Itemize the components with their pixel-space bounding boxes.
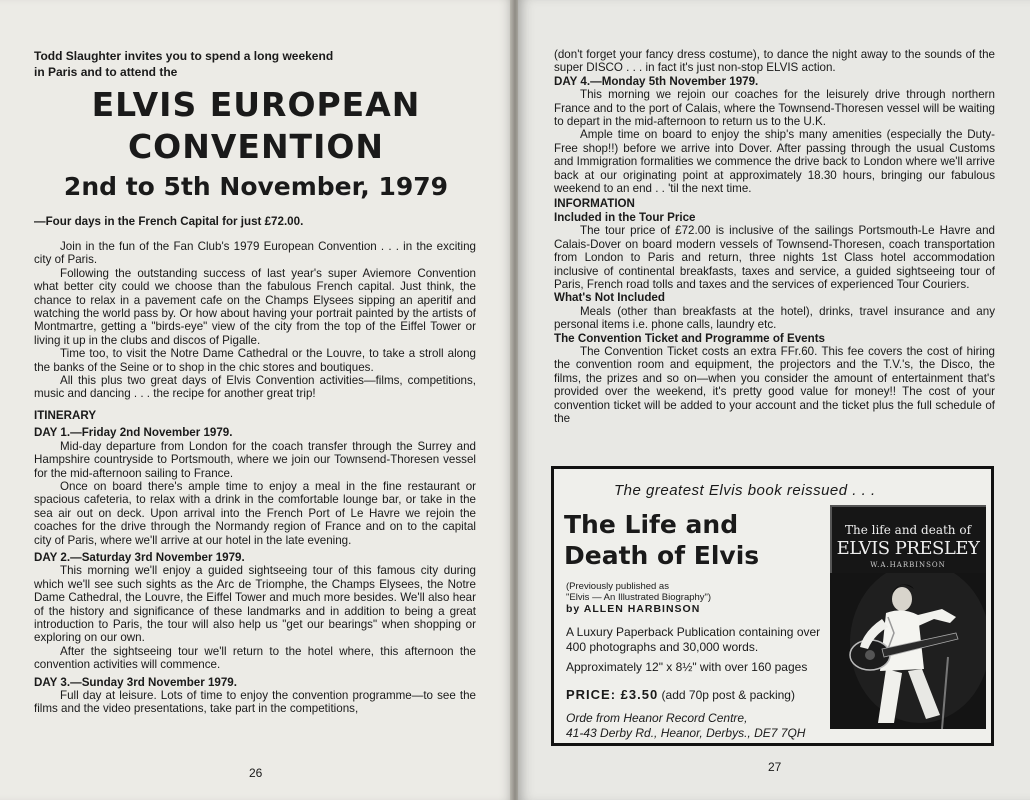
day1-heading: DAY 1.—Friday 2nd November 1979.	[34, 426, 233, 440]
intro-line-1: Todd Slaughter invites you to spend a long weekend	[34, 49, 334, 63]
left-body	[34, 240, 476, 716]
ad-tagline: The greatest Elvis book reissued . . .	[614, 482, 876, 499]
paragraph: After the sightseeing tour we'll return to the hotel where, this afternoon the convention activities will commence.	[34, 644, 476, 672]
intro-text	[34, 48, 333, 80]
paragraph: Ample time on board to enjoy the ship's many amenities (especially the Duty-Free shop!!) before we arrive into Dover. After passing through the usual Customs and Immigration formalities we commence the drive back to London where we'll arrive back at our originating point at approximately 18.30 hours, bringing our fabulous weekend to an end . . 'til the next time.	[554, 128, 995, 196]
paragraph: Meals (other than breakfasts at the hotel), drinks, travel insurance and any personal items i.e. phone calls, laundry etc.	[554, 304, 995, 332]
not-included-heading: What's Not Included	[554, 291, 665, 305]
ad-title	[564, 509, 759, 571]
headline-line-1: ELVIS EUROPEAN	[91, 85, 421, 124]
page-27	[518, 0, 1030, 800]
paragraph: The tour price of £72.00 is inclusive of the sailings Portsmouth-Le Havre and Calais-Dover on board modern vessels of Townsend-Thoresen, coach transportation from London to Paris and return, three nights 1st Class hotel accommodation inclusive of continental breakfasts, taxes and service, a guided sightseeing tour of Paris, French road tolls and taxes and the services of experienced Tour Couriers.	[554, 224, 995, 291]
paragraph: This morning we rejoin our coaches for the leisurely drive through northern France and to the port of Calais, where the Townsend-Thoresen vessel will be waiting to depart in the mid-afternoon to return us to the U.K.	[554, 88, 995, 129]
paragraph: This morning we'll enjoy a guided sightseeing tour of this famous city during which we'll see such sights as the Arc de Triomphe, the Champs Elysees, the Notre Dame Cathedral, the Louvre, the Eiffel Tower and much more besides. We'll also hear of the history and significance of these landmarks and in addition to being a great introduction to Paris, the tour will also help us "get our bearings" when shopping or exploring on our own.	[34, 564, 476, 645]
book-cover-image	[830, 505, 986, 729]
ad-author: by ALLEN HARBINSON	[566, 603, 701, 615]
paragraph: The Convention Ticket costs an extra FFr.60. This fee covers the cost of hiring the convention room and equipment, the projectors and the T.V.'s, the Disco, the films, the prizes and so on—when you consider the amount of entertainment that's provided over the weekend, it's pretty good value for money!! The cost of your convention ticket will be added to your account and the ticket plus the full schedule of the	[554, 344, 995, 425]
ad-order-line-2: 41-43 Derby Rd., Heanor, Derbys., DE7 7QH	[566, 726, 806, 740]
itinerary-heading: ITINERARY	[34, 408, 97, 422]
ad-price-extra: (add 70p post & packing)	[661, 688, 795, 702]
ad-dimensions: Approximately 12" x 8½" with over 160 pages	[566, 660, 808, 674]
intro-line-2: in Paris and to attend the	[34, 65, 178, 79]
event-dates: 2nd to 5th November, 1979	[63, 172, 449, 201]
book-cover-line-3: W.A.HARBINSON	[870, 561, 946, 569]
ad-order-line-1: Orde from Heanor Record Centre,	[566, 711, 748, 725]
ad-order-address	[566, 711, 805, 741]
included-heading: Included in the Tour Price	[554, 210, 696, 224]
paragraph: Full day at leisure. Lots of time to enjoy the convention programme—to see the films and the video presentations, take part in the competitions,	[34, 689, 476, 716]
day2-heading: DAY 2.—Saturday 3rd November 1979.	[34, 550, 245, 564]
paragraph: Join in the fun of the Fan Club's 1979 European Convention . . . in the exciting city of Paris.	[34, 240, 476, 267]
paragraph: Time too, to visit the Notre Dame Cathedral or the Louvre, to take a stroll along the banks of the Seine or to shop in the chic stores and boutiques.	[34, 347, 476, 374]
lede: —Four days in the French Capital for just £72.00.	[34, 215, 304, 228]
paragraph: Following the outstanding success of last year's super Aviemore Convention what better city could we choose than the fabulous French capital. Just think, the chance to relax in a pavement cafe on the Champs Elysees sipping an aperitif and watching the world pass by. Or how about having your portrait painted by the artists of Montmartre, getting a "birds-eye" view of the city from the top of the Eiffel Tower or living it up in the clubs and discos of Pigalle.	[34, 266, 476, 347]
paragraph: All this plus two great days of Elvis Convention activities—films, competitions, music and dancing . . . the recipe for another great trip!	[34, 374, 476, 401]
headline-line-2: CONVENTION	[127, 127, 385, 166]
ad-previously-line-2: "Elvis — An Illustrated Biography")	[566, 592, 712, 603]
paragraph: Mid-day departure from London for the coach transfer through the Surrey and Hampshire countryside to Portsmouth, where we join our Townsend-Thoresen vessel for the mid-afternoon sailing to France.	[34, 439, 476, 480]
ad-description: A Luxury Paperback Publication containing over 400 photographs and 30,000 words.	[566, 625, 821, 654]
book-cover-line-1: The life and death of	[844, 523, 972, 537]
page-26	[0, 0, 512, 800]
ad-previously	[566, 581, 711, 603]
ad-title-line-2: Death of Elvis	[564, 541, 760, 570]
ticket-heading: The Convention Ticket and Programme of Events	[554, 331, 826, 345]
book-cover-line-2: ELVIS PRESLEY	[836, 538, 980, 559]
ad-price	[566, 687, 795, 702]
ad-previously-line-1: (Previously published as	[566, 581, 669, 592]
ad-price-label: PRICE: £3.50	[566, 687, 659, 702]
paragraph: Once on board there's ample time to enjoy a meal in the fine restaurant or spacious cafeteria, to relax with a drink in the comfortable lounge bar, or take in the sea air out on deck. Upon arrival into the French Port of Le Havre we rejoin the coaches for the drive through the Normandy region of France and on to the capital city of Paris, where we'll arrive at our hotel in the late evening.	[34, 479, 476, 547]
right-body	[554, 48, 995, 425]
ad-title-line-1: The Life and	[564, 510, 739, 539]
continuation: (don't forget your fancy dress costume), to dance the night away to the sounds of the super DISCO . . . in fact it's just non-stop ELVIS action.	[554, 48, 995, 75]
page-number: 26	[249, 766, 263, 780]
day3-heading: DAY 3.—Sunday 3rd November 1979.	[34, 675, 237, 689]
page-number: 27	[768, 760, 782, 774]
day4-heading: DAY 4.—Monday 5th November 1979.	[554, 74, 759, 88]
information-heading: INFORMATION	[554, 197, 635, 211]
book-advert	[551, 466, 994, 746]
elvis-guitar-figure	[830, 573, 986, 729]
